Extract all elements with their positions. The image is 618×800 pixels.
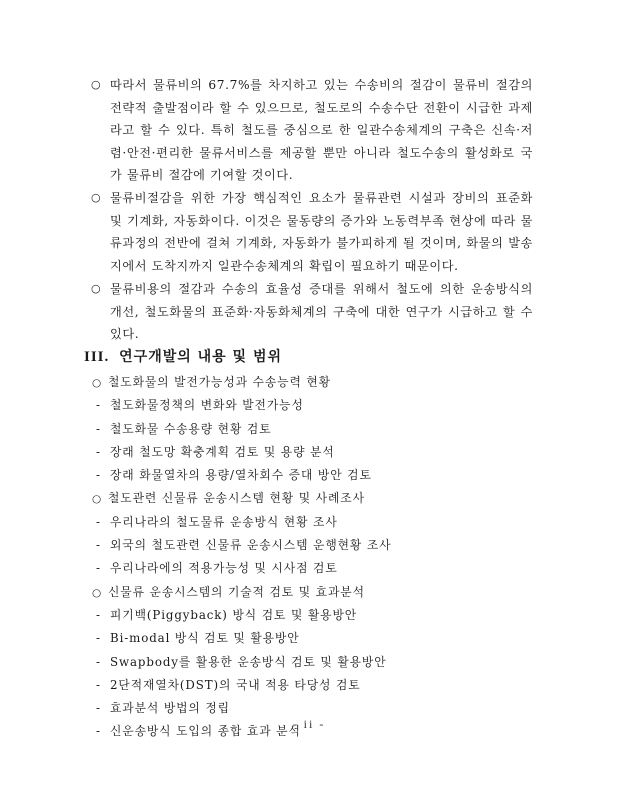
outline-item-text: 우리나라에의 적용가능성 및 시사점 검토: [110, 561, 338, 576]
bullet-circle-icon: ○: [91, 282, 102, 295]
bullet-circle-icon: ○: [91, 191, 102, 204]
outline-item-text: 신운송방식 도입의 종합 효과 분석: [110, 724, 301, 739]
outline-item-text: 철도화물의 발전가능성과 수송능력 현황: [108, 375, 331, 389]
outline-item: [84, 581, 544, 604]
outline-item-text: 장래 화물열차의 용량/열차회수 증대 방안 검토: [110, 468, 372, 483]
outline-item: [84, 487, 544, 510]
intro-paragraph-2: [91, 187, 533, 277]
bullet-circle-icon: ○: [91, 78, 102, 91]
dash-marker: -: [96, 538, 101, 553]
outline-item-text: 피기백(Piggyback) 방식 검토 및 활용방안: [110, 607, 358, 622]
outline-subitem: [84, 464, 544, 487]
dash-marker: -: [96, 468, 101, 483]
dash-marker: -: [96, 421, 101, 436]
outline-item-text: 우리나라의 철도물류 운송방식 현황 조사: [110, 514, 338, 529]
outline-item-text: 철도화물 수송용량 현황 검토: [110, 421, 272, 436]
intro-paragraph-3: [91, 278, 533, 346]
outline-list: [84, 371, 544, 744]
dash-marker: -: [96, 607, 101, 622]
dash-marker: -: [96, 654, 101, 669]
outline-item-text: 2단적재열차(DST)의 국내 적용 타당성 검토: [110, 677, 361, 692]
paragraph-text: 물류비절감을 위한 가장 핵심적인 요소가 물류관련 시설과 장비의 표준화 및 기계화, 자동화이다. 이것은 물동량의 증가와 노동력부족 현상에 따라 물류과정의 전반에 걸쳐 기계화, 자동화가 불가피하게 될 것이며, 화물의 발송지에서 도착지까지 일관수송체계의 확립이 필요하기 때문이다.: [110, 191, 533, 273]
dash-marker: -: [96, 677, 101, 692]
outline-subitem: [84, 511, 544, 534]
outline-item-text: 신물류 운송시스템의 기술적 검토 및 효과분석: [108, 584, 365, 599]
section-title: 연구개발의 내용 및 범위: [119, 349, 283, 365]
outline-item-text: 철도관련 신물류 운송시스템 현황 및 사례조사: [108, 491, 365, 506]
dash-marker: -: [96, 514, 101, 529]
bullet-circle-icon: ○: [92, 377, 103, 389]
bullet-circle-icon: ○: [92, 493, 103, 506]
outline-item-text: Swapbody를 활용한 운송방식 검토 및 활용방안: [110, 654, 387, 669]
outline-subitem: [84, 651, 544, 674]
paragraph-text: 따라서 물류비의 67.7%를 차지하고 있는 수송비의 절감이 물류비 절감의 전략적 출발점이라 할 수 있으므로, 철도로의 수송수단 전환이 시급한 과제라고 할 수 있다. 특히 철도를 중심으로 한 일관수송체계의 구축은 신속·저렴·안전·편리한 물류서비스를 제공할 뿐만 아니라 철도수송의 활성화로 국가 물류비 절감에 기여할 것이다.: [110, 78, 533, 183]
dash-marker: -: [96, 561, 101, 576]
intro-paragraph-1: [91, 74, 533, 187]
outline-item-text: Bi-modal 방식 검토 및 활용방안: [110, 631, 300, 646]
outline-subitem: [84, 418, 544, 441]
outline-subitem: [84, 674, 544, 697]
outline-subitem: [84, 557, 544, 580]
outline-item-text: 효과분석 방법의 정립: [110, 701, 230, 716]
dash-marker: -: [96, 398, 101, 413]
outline-subitem: [84, 604, 544, 627]
paragraph-text: 물류비용의 절감과 수송의 효율성 증대를 위해서 철도에 의한 운송방식의 개선, 철도화물의 표준화·자동화체계의 구축에 대한 연구가 시급하고 할 수 있다.: [110, 282, 533, 342]
outline-item: [84, 371, 544, 394]
outline-item-text: 외국의 철도관련 신물류 운송시스템 운행현황 조사: [110, 538, 392, 553]
page-number: - ii -: [292, 717, 326, 731]
dash-marker: -: [96, 444, 101, 459]
dash-marker: -: [96, 724, 101, 739]
outline-item-text: 장래 철도망 확충계획 검토 및 용량 분석: [110, 444, 335, 459]
outline-subitem: [84, 394, 544, 417]
dash-marker: -: [96, 701, 101, 716]
section-heading: [84, 346, 282, 366]
outline-subitem: [84, 441, 544, 464]
bullet-circle-icon: ○: [92, 586, 103, 599]
section-number: III.: [84, 349, 110, 365]
dash-marker: -: [96, 631, 101, 646]
outline-subitem: [84, 627, 544, 650]
outline-subitem: [84, 534, 544, 557]
outline-item-text: 철도화물정책의 변화와 발전가능성: [110, 398, 304, 413]
